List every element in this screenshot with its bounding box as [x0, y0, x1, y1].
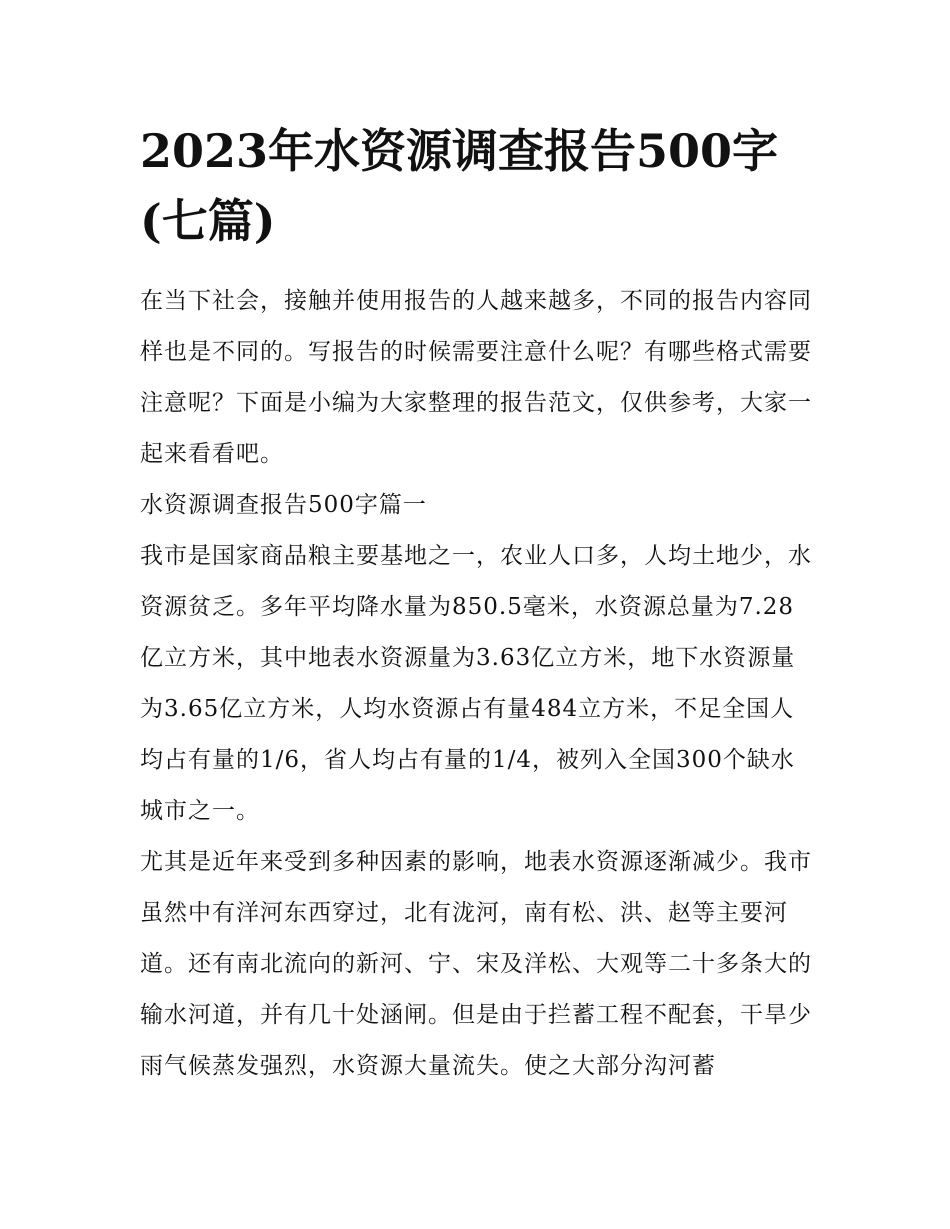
body-paragraph-2: 尤其是近年来受到多种因素的影响，地表水资源逐渐减少。我市虽然中有洋河东西穿过，北有泷河，南有松、洪、赵等主要河道。还有南北流向的新河、宁、宋及洋松、大观等二十多条大的输水河道，并有几十处涵闸。但是由于拦蓄工程不配套，干旱少雨气候蒸发强烈，水资源大量流失。使之大部分沟河蓄: [140, 849, 812, 1079]
document-body: [140, 276, 816, 1092]
section-heading: 水资源调查报告500字篇一: [140, 492, 427, 518]
intro-paragraph: 在当下社会，接触并使用报告的人越来越多，不同的报告内容同样也是不同的。写报告的时候需要注意什么呢？有哪些格式需要注意呢？下面是小编为大家整理的报告范文，仅供参考，大家一起来看看吧。: [140, 288, 812, 467]
body-paragraph-1: 我市是国家商品粮主要基地之一，农业人口多，人均土地少，水资源贫乏。多年平均降水量为850.5毫米，水资源总量为7.28亿立方米，其中地表水资源量为3.63亿立方米，地下水资源量为3.65亿立方米，人均水资源占有量484立方米，不足全国人均占有量的1/6，省人均占有量的1/4，被列入全国300个缺水城市之一。: [140, 543, 812, 824]
document-title: 2023年水资源调查报告500字(七篇): [140, 124, 779, 248]
